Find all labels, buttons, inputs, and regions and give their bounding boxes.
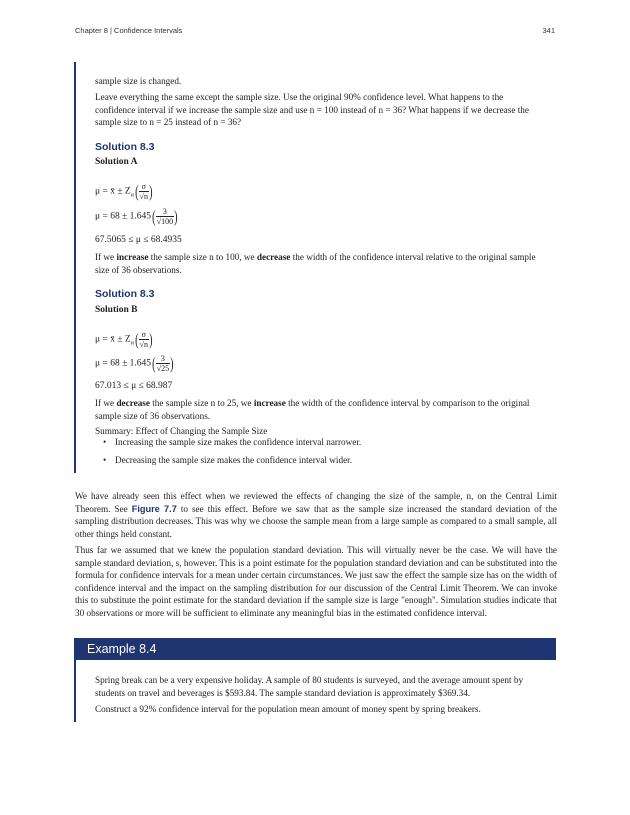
summary-bullet: • Decreasing the sample size makes the confidence interval wider. [103, 455, 352, 465]
body-paragraph-1: We have already seen this effect when we reviewed the effects of changing the size of the sample, n, on the Central Limit Theorem. See Figure 7.7 to see this effect. Before we saw that as the sample size increased the standard deviation of the sampling distribution decreases. This was why we choose the sample mean from a large sample as compared to a small sample, all other things held constant. [75, 491, 557, 539]
solution-b-explanation: If we decrease the sample size n to 25, we increase the width of the confidence interval by comparison to the original sample size of 36 observations. [95, 398, 530, 421]
example-paragraph-2: Construct a 92% confidence interval for the population mean amount of money spent by spring breakers. [95, 704, 481, 714]
solution-a-heading: Solution 8.3 [95, 141, 155, 153]
example-title: Example 8.4 [87, 642, 157, 656]
solution-b-heading: Solution 8.3 [95, 288, 155, 300]
solution-a-label: Solution A [95, 157, 138, 167]
page-number: 341 [542, 26, 555, 35]
example-paragraph-1: Spring break can be a very expensive holiday. A sample of 80 students is surveyed, and the average amount spent by students on travel and beverages is $593.84. The sample standard deviation is approximately $369.34. [95, 675, 524, 698]
solution-a-explanation: If we increase the sample size n to 100, we decrease the width of the confidence interval relative to the original sample size of 36 observations. [95, 252, 536, 275]
running-header-chapter: Chapter 8 | Confidence Intervals [75, 26, 183, 35]
intro-line: sample size is changed. [95, 76, 182, 86]
solution-b-substitution: μ = 68 ± 1.645( $\frac{3}{√25}$ ) [95, 354, 174, 373]
solution-b-interval: 67.013 ≤ μ ≤ 68.987 [95, 381, 173, 391]
example-header-bar [74, 638, 556, 660]
summary-title: Summary: Effect of Changing the Sample Size [95, 426, 268, 436]
example-side-rule [74, 660, 76, 722]
figure-link[interactable]: Figure 7.7 [131, 503, 177, 514]
body-paragraph-2: Thus far we assumed that we knew the population standard deviation. This will virtually never be the case. We will have the sample standard deviation, s, however. This is a point estimate for the population standard deviation and can be substituted into the formula for confidence intervals for a mean under certain circumstances. We just saw the effect the sample size has on the width of confidence interval and the impact on the sampling distribution for our discussion of the Central Limit Theorem. We can invoke this to substitute the point estimate for the standard deviation if the sample size is large "enough". Simulation studies indicate that 30 observations or more will be sufficient to eliminate any meaningful bias in the estimated confidence interval. [75, 545, 557, 618]
solution-a-interval: 67.5065 ≤ μ ≤ 68.4935 [95, 235, 182, 245]
solution-a-formula: μ = x̄ ± $Z_\alpha$( $\frac{\sigma}{√n}$ ) [95, 182, 153, 201]
solution-a-substitution: μ = 68 ± 1.645( $\frac{3}{√100}$ ) [95, 207, 178, 226]
intro-paragraph: Leave everything the same except the sample size. Use the original 90% confidence level. What happens to the confidence interval if we increase the sample size and use n = 100 instead of n = 36? What happens if we decrease the sample size to n = 25 instead of n = 36? [95, 92, 529, 127]
solution-b-label: Solution B [95, 305, 138, 315]
summary-bullet: • Increasing the sample size makes the confidence interval narrower. [103, 437, 361, 447]
solution-b-formula: μ = x̄ ± $Z_\alpha$( $\frac{\sigma}{√n}$ ) [95, 330, 153, 349]
